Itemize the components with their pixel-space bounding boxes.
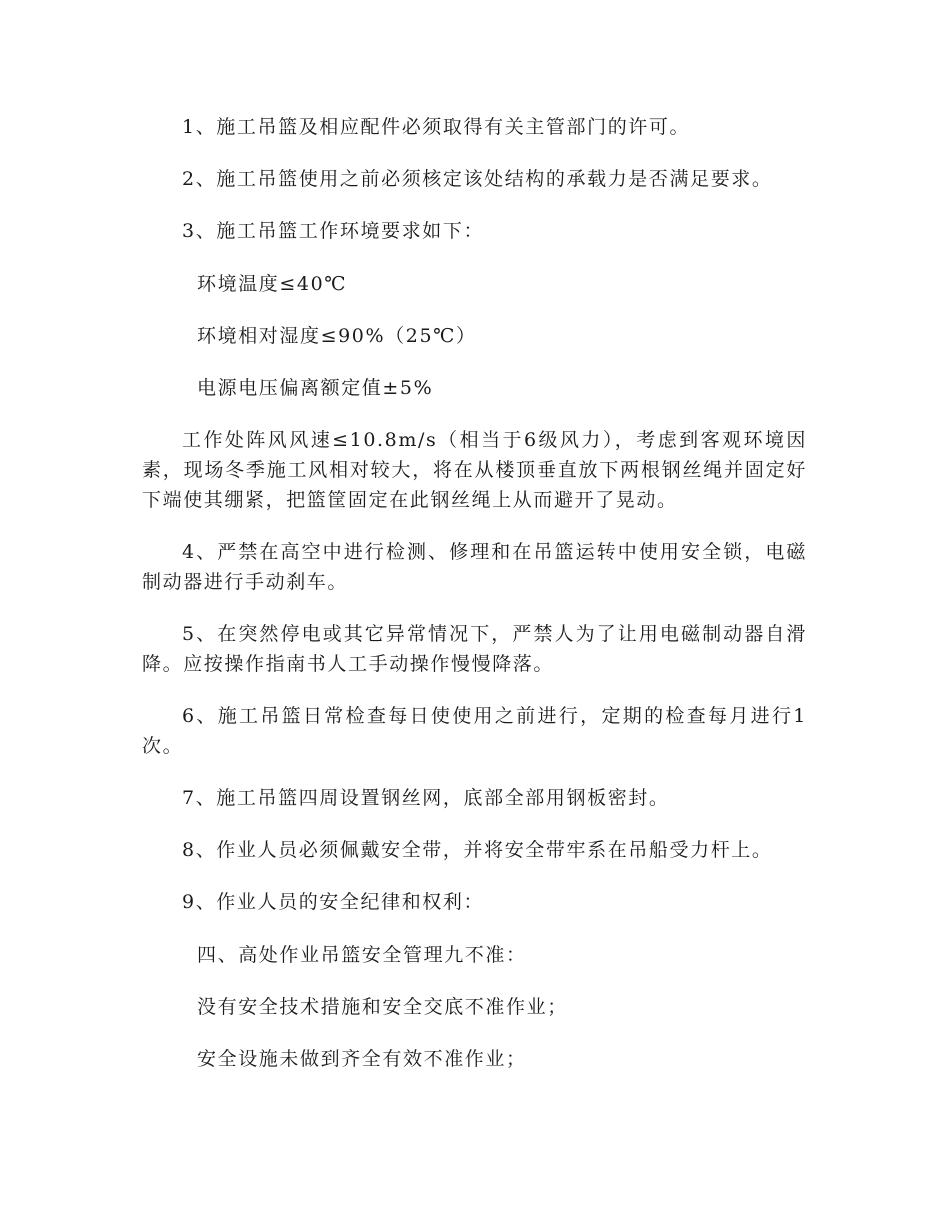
document-body (142, 112, 807, 1074)
env-voltage: 电源电压偏离额定值±5% (197, 377, 434, 399)
paragraph-2: 2、施工吊篮使用之前必须核定该处结构的承载力是否满足要求。 (182, 168, 773, 190)
paragraph-4: 4、严禁在高空中进行检测、修理和在吊篮运转中使用安全锁，电磁制动器进行手动刹车。 (142, 541, 807, 593)
env-humidity: 环境相对湿度≤90%（25℃） (197, 325, 477, 347)
paragraph-5: 5、在突然停电或其它异常情况下，严禁人为了让用电磁制动器自滑降。应按操作指南书人工手动操作慢慢降落。 (142, 623, 807, 675)
env-temperature: 环境温度≤40℃ (197, 273, 348, 295)
rule-1: 没有安全技术措施和安全交底不准作业； (197, 996, 568, 1018)
paragraph-3: 3、施工吊篮工作环境要求如下： (182, 220, 485, 242)
env-wind: 工作处阵风风速≤10.8m/s（相当于6级风力），考虑到客观环境因素，现场冬季施工风相对较大，将在从楼顶垂直放下两根钢丝绳并固定好下端使其绷紧，把篮筐固定在此钢丝绳上从而避开了晃动。 (142, 429, 807, 511)
paragraph-6: 6、施工吊篮日常检查每日使使用之前进行，定期的检查每月进行1次。 (142, 705, 807, 757)
paragraph-9: 9、作业人员的安全纪律和权利： (182, 891, 485, 913)
section-heading: 四、高处作业吊篮安全管理九不准： (197, 944, 527, 966)
paragraph-7: 7、施工吊篮四周设置钢丝网，底部全部用钢板密封。 (182, 787, 670, 809)
paragraph-1: 1、施工吊篮及相应配件必须取得有关主管部门的许可。 (182, 116, 691, 138)
paragraph-8: 8、作业人员必须佩戴安全带，并将安全带牢系在吊船受力杆上。 (182, 839, 773, 861)
rule-2: 安全设施未做到齐全有效不准作业； (197, 1048, 527, 1070)
